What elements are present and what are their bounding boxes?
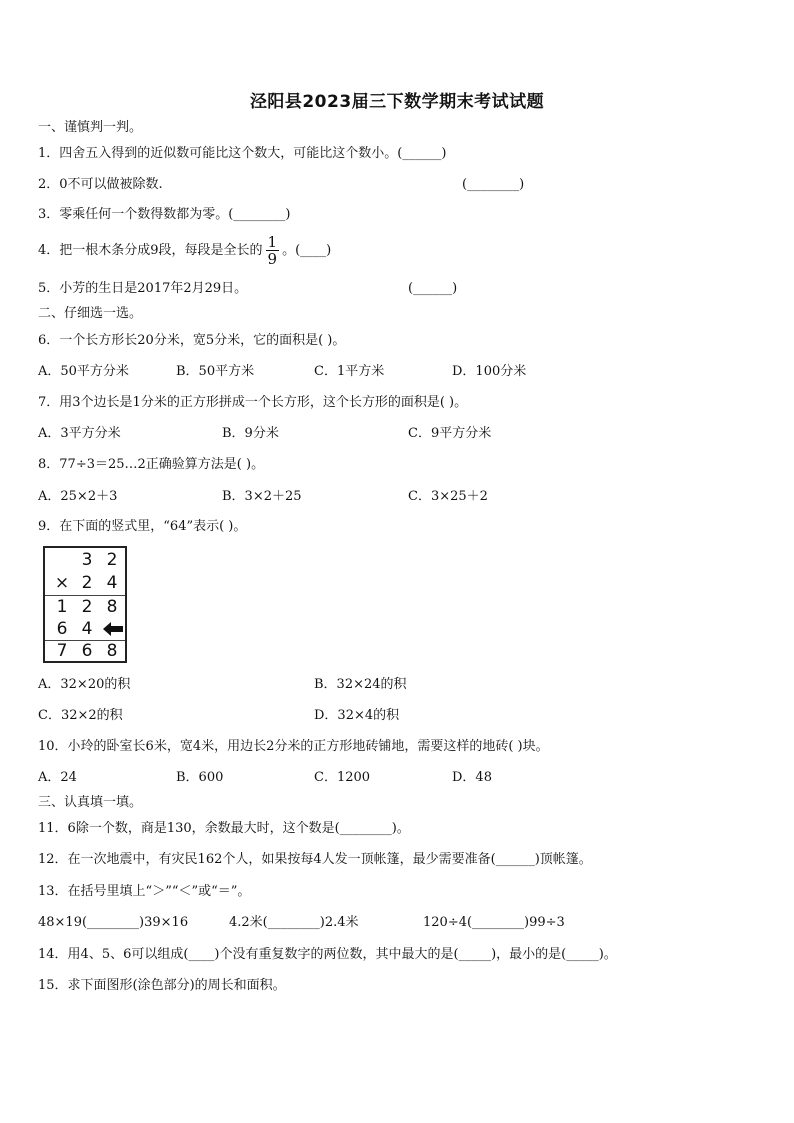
question-4-text: 4．把一根木条分成9段，每段是全长的 [38,243,263,258]
q10-option-b: B．600 [176,770,224,785]
question-5: 5．小芳的生日是2017年2月29日。 [38,281,248,296]
calc-row-4 [45,618,125,640]
page-title: 泾阳县2023届三下数学期末考试试题 [249,92,545,112]
q9-option-b: B．32×24的积 [314,677,407,692]
q10-option-a: A．24 [38,770,77,785]
q6-option-b: B．50平方米 [176,364,255,379]
question-9: 9．在下面的竖式里，“64”表示( )。 [38,519,247,534]
q7-option-a: A．3平方分米 [38,426,121,441]
q9-option-c: C．32×2的积 [38,708,123,723]
calc-row-1 [45,549,125,571]
q6-option-d: D．100分米 [452,364,527,379]
calc-row-5 [45,640,125,662]
calc-digit: 7 [56,641,68,661]
calc-digit: 6 [56,619,68,639]
question-10: 10．小玲的卧室长6米，宽4米，用边长2分米的正方形地砖铺地，需要这样的地砖( )块。 [38,739,549,754]
question-2: 2．0不可以做被除数. [38,177,163,192]
fraction-one-ninth [266,234,280,267]
q7-option-c: C．9平方分米 [408,426,492,441]
section-heading-1: 一、谨慎判一判。 [38,120,143,135]
left-arrow-icon [103,622,123,636]
question-4 [38,233,331,269]
question-1: 1．四舍五入得到的近似数可能比这个数大，可能比这个数小。(______) [38,146,447,161]
question-15: 15．求下面图形(涂色部分)的周长和面积。 [38,978,286,993]
q13-item-2: 4.2米(________)2.4米 [229,915,359,930]
question-13: 13．在括号里填上“＞”“＜”或“＝”。 [38,884,251,899]
calc-digit: 2 [106,550,118,570]
calc-digit: 1 [56,597,68,617]
calc-times-sign: × [54,573,70,593]
q8-option-b: B．3×2＋25 [222,489,302,504]
question-4-blank: 。(____) [282,243,332,258]
calc-digit: 6 [81,641,93,661]
calc-digit: 3 [81,550,93,570]
q8-option-c: C．3×25＋2 [408,489,488,504]
q6-option-c: C．1平方米 [314,364,385,379]
q13-item-1: 48×19(________)39×16 [38,915,189,930]
calc-digit: 4 [81,619,93,639]
question-2-blank: (________) [462,177,525,192]
calc-digit: 8 [106,597,118,617]
fraction-numerator: 1 [267,233,278,251]
question-7: 7．用3个边长是1分米的正方形拼成一个长方形，这个长方形的面积是( )。 [38,395,468,410]
q8-option-a: A．25×2＋3 [38,489,118,504]
q9-option-d: D．32×4的积 [314,708,400,723]
q7-option-b: B．9分米 [222,426,279,441]
question-8: 8．77÷3＝25…2正确验算方法是( )。 [38,457,265,472]
question-3: 3．零乘任何一个数得数都为零。(________) [38,207,291,222]
q6-option-a: A．50平方分米 [38,364,129,379]
calc-digit: 2 [81,597,93,617]
calc-digit: 2 [81,573,93,593]
calc-row-3 [45,596,125,618]
question-12: 12．在一次地震中，有灾民162个人，如果按每4人发一顶帐篷，最少需要准备(______)顶帐篷。 [38,852,592,867]
q10-option-c: C．1200 [314,770,371,785]
fraction-denominator: 9 [267,250,278,268]
question-11: 11．6除一个数，商是130，余数最大时，这个数是(________)。 [38,821,410,836]
q10-option-d: D．48 [452,770,492,785]
q13-item-3: 120÷4(________)99÷3 [423,915,565,930]
q9-option-a: A．32×20的积 [38,677,131,692]
calc-digit: 8 [106,641,118,661]
section-heading-3: 三、认真填一填。 [38,795,143,810]
question-6: 6．一个长方形长20分米，宽5分米，它的面积是( )。 [38,333,346,348]
calc-row-2 [45,572,125,594]
question-5-blank: (______) [408,281,458,296]
vertical-multiplication [43,546,127,663]
calc-digit: 4 [106,573,118,593]
question-14: 14．用4、5、6可以组成(____)个没有重复数字的两位数，其中最大的是(_____)，最小的是(_____)。 [38,947,617,962]
section-heading-2: 二、仔细选一选。 [38,306,143,321]
